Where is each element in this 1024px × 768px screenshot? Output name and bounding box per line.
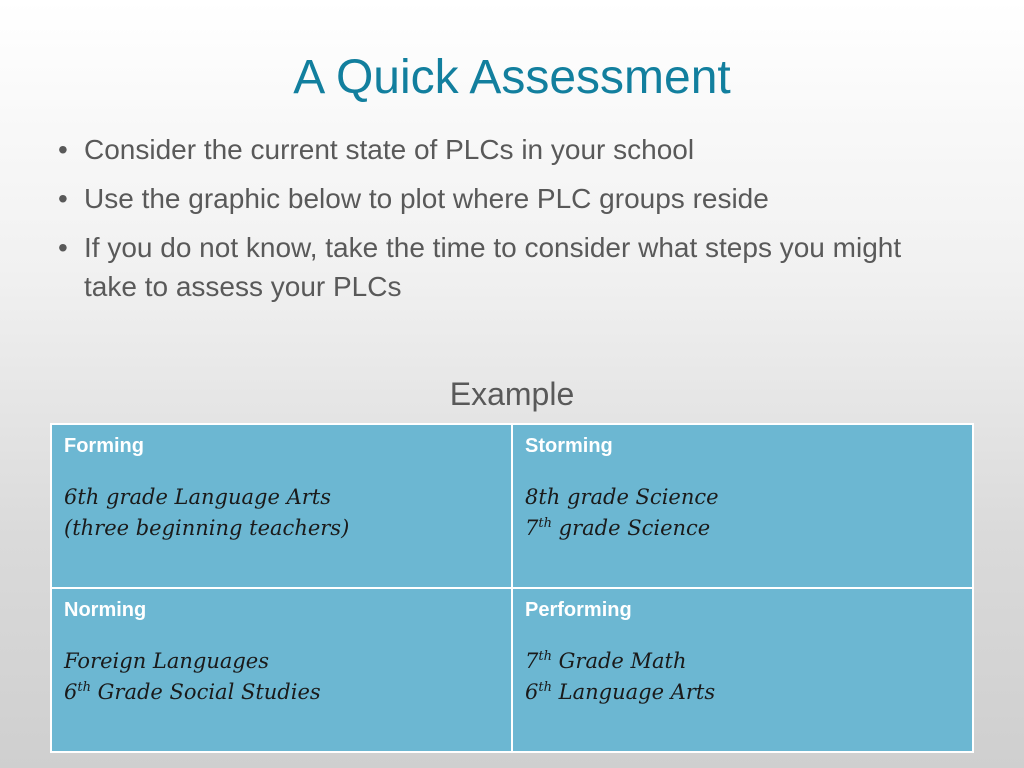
cell-heading: Forming [64, 435, 144, 457]
cell-line: 6th Grade Social Studies [64, 680, 321, 704]
bullet-text: Consider the current state of PLCs in your school [84, 134, 695, 165]
bullet-symbol: • [58, 183, 68, 214]
cell-line: Foreign Languages [64, 649, 270, 673]
bullet-symbol: • [58, 232, 68, 263]
bullet-item [58, 179, 958, 218]
cell-norming [51, 588, 512, 752]
cell-storming [512, 424, 973, 588]
bullet-text: If you do not know, take the time to consider what steps you might take to assess your PLCs [84, 232, 902, 302]
cell-line: (three beginning teachers) [64, 516, 350, 540]
cell-heading: Performing [525, 599, 632, 621]
slide-title: A Quick Assessment [293, 51, 731, 104]
grid-row [51, 588, 973, 752]
bullet-item [58, 130, 958, 169]
cell-line: 7th grade Science [525, 516, 711, 540]
example-label: Example [449, 376, 575, 412]
cell-heading: Norming [64, 599, 147, 621]
cell-line: 6th Language Arts [525, 680, 716, 704]
bullet-list [58, 130, 958, 316]
bullet-text: Use the graphic below to plot where PLC groups reside [84, 183, 769, 214]
grid-row [51, 424, 973, 588]
cell-line: 7th Grade Math [525, 649, 687, 673]
bullet-symbol: • [58, 134, 68, 165]
cell-heading: Storming [525, 435, 613, 457]
cell-performing [512, 588, 973, 752]
cell-line: 8th grade Science [525, 485, 719, 509]
cell-line: 6th grade Language Arts [64, 485, 331, 509]
cell-forming [51, 424, 512, 588]
bullet-item [58, 228, 958, 306]
plc-stage-grid [50, 423, 974, 753]
